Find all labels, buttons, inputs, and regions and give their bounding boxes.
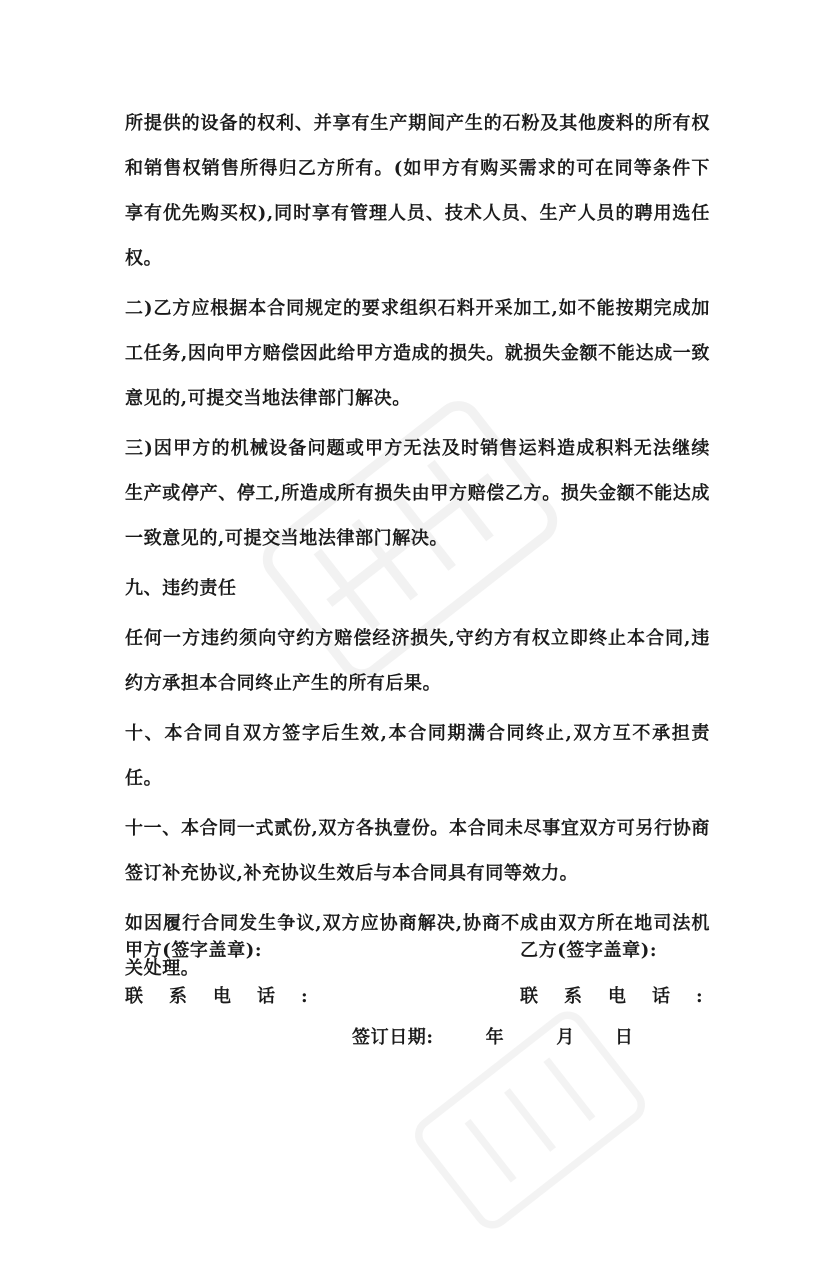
watermark-logo-bottom bbox=[366, 961, 694, 1279]
section-heading-breach: 九、违约责任 bbox=[125, 578, 237, 599]
paragraph-clause-3: 三)因甲方的机械设备问题或甲方无法及时销售运料造成积料无法继续生产或停产、停工,所造成所有损失由甲方赔偿乙方。损失金额不能达成一致意见的,可提交当地法律部门解决。 bbox=[125, 438, 710, 549]
day-label: 日 bbox=[614, 1027, 634, 1048]
paragraph-clause-2: 二)乙方应根据本合同规定的要求组织石料开采加工,如不能按期完成加工任务,因向甲方赔偿因此给甲方造成的损失。就损失金额不能达成一致意见的,可提交当地法律部门解决。 bbox=[125, 298, 710, 409]
signing-date-row bbox=[352, 1023, 633, 1049]
contract-body bbox=[125, 101, 710, 996]
paragraph-breach: 任何一方违约须向守约方赔偿经济损失,守约方有权立即终止本合同,违约方承担本合同终止产生的所有后果。 bbox=[125, 628, 710, 694]
year-label: 年 bbox=[485, 1027, 505, 1048]
party-b-signature-label: 乙方(签字盖章): bbox=[520, 940, 658, 961]
date-label: 签订日期: bbox=[352, 1027, 434, 1048]
paragraph-copies: 十一、本合同一式贰份,双方各执壹份。本合同未尽事宜双方可另行协商签订补充协议,补充协议生效后与本合同具有同等效力。 bbox=[125, 818, 710, 884]
party-a-signature-label: 甲方(签字盖章): bbox=[125, 940, 263, 961]
party-b-phone-label: 联系电话: bbox=[520, 986, 729, 1007]
month-label: 月 bbox=[556, 1027, 575, 1048]
party-a-phone-label: 联系电话: bbox=[125, 986, 334, 1007]
paragraph-rights: 所提供的设备的权利、并享有生产期间产生的石粉及其他废料的所有权和销售权销售所得归乙方所有。(如甲方有购买需求的可在同等条件下享有优先购买权),同时享有管理人员、技术人员、生产人员的聘用选任权。 bbox=[125, 113, 710, 269]
paragraph-effective: 十、本合同自双方签字后生效,本合同期满合同终止,双方互不承担责任。 bbox=[125, 723, 710, 789]
paragraph-dispute: 如因履行合同发生争议,双方应协商解决,协商不成由双方所在地司法机关处理。 bbox=[125, 913, 710, 979]
